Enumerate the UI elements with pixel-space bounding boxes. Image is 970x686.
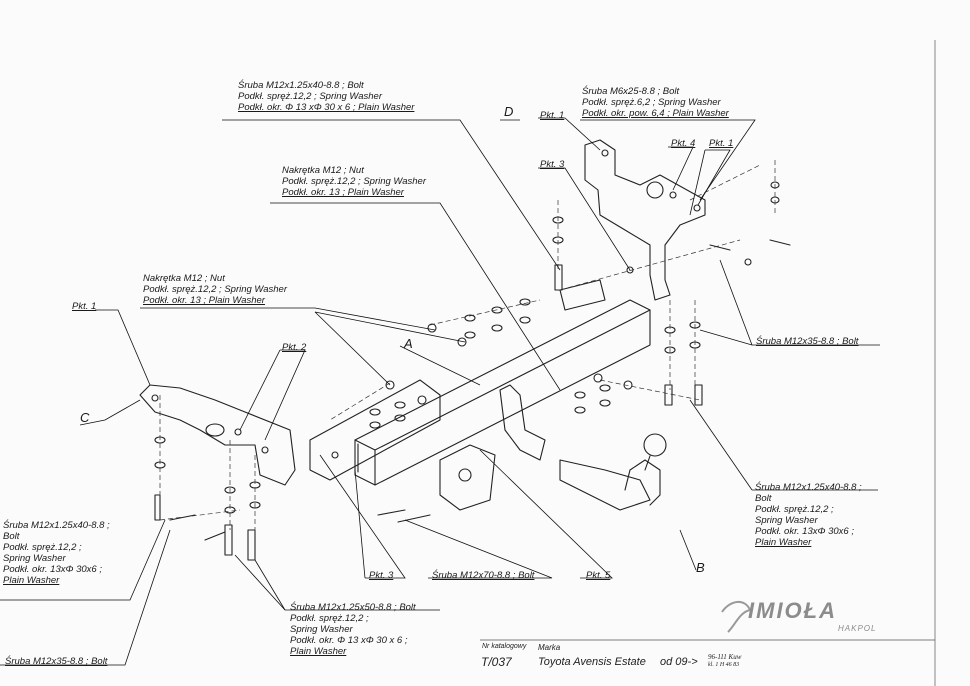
- letter-c: C: [80, 410, 90, 425]
- label-bolt-right-lower: Śruba M12x1.25x40-8.8 ; Bolt Podkł. spręż.12,2 ; Spring Washer Podkł. okr. 13xΦ 30x6 ; Plain Washer: [755, 482, 862, 548]
- label-top-bolt: Śruba M12x1.25x40-8.8 ; Bolt Podkł. spręż.12,2 ; Spring Washer Podkł. okr. Φ 13 xΦ 30 x 6 ; Plain Washer: [238, 80, 415, 113]
- letter-d: D: [504, 104, 514, 119]
- label-pkt3-top: Pkt. 3: [540, 159, 565, 170]
- vehicle-model: Toyota Avensis Estate: [538, 656, 646, 668]
- logo-imiola: IMIOŁA: [748, 598, 837, 623]
- tow-ball: [560, 434, 666, 510]
- rating-2: kl. 1 H 46 83: [708, 662, 740, 668]
- letter-a: A: [404, 336, 413, 351]
- label-bolt-m12x35-left: Śruba M12x35-8.8 ; Bolt: [5, 656, 108, 667]
- label-nut-left: Nakrętka M12 ; Nut Podkł. spręż.12,2 ; Spring Washer Podkł. okr. 13 ; Plain Washer: [143, 273, 287, 306]
- label-bolt-m12x35-right: Śruba M12x35-8.8 ; Bolt: [756, 336, 859, 347]
- label-pkt2: Pkt. 2: [282, 342, 307, 353]
- washers: [155, 182, 779, 513]
- label-pkt1-right: Pkt. 1: [709, 138, 734, 149]
- letter-b: B: [696, 560, 705, 575]
- label-nut-upper: Nakrętka M12 ; Nut Podkł. spręż.12,2 ; Spring Washer Podkł. okr. 13 ; Plain Washer: [282, 165, 426, 198]
- hook-mount-plate: [440, 385, 545, 510]
- logo-hakpol: HAKPOL: [838, 624, 877, 633]
- catalog-number: T/037: [481, 655, 512, 669]
- leader-lines: [0, 118, 880, 665]
- vehicle-year: od 09->: [660, 656, 698, 668]
- catalog-label: Nr katalogowy: [482, 643, 527, 650]
- title-block: [480, 40, 935, 686]
- label-pkt1-left: Pkt. 1: [72, 301, 97, 312]
- label-bolt-m12x70: Śruba M12x70-8.8 ; Bolt: [432, 570, 535, 581]
- label-pkt3-bottom: Pkt. 3: [369, 570, 394, 581]
- label-pkt5: Pkt. 5: [586, 570, 611, 581]
- label-bolt-left-lower: Śruba M12x1.25x40-8.8 ; Bolt Podkł. spręż.12,2 ; Spring Washer Podkł. okr. 13xΦ 30x6 ; Plain Washer: [3, 520, 110, 586]
- rating-1: 96-111 Kuw: [708, 653, 742, 661]
- label-bolt-bottom-center: Śruba M12x1.25x50-8.8 ; Bolt Podkł. spręż.12,2 ; Spring Washer Podkł. okr. Φ 13 xΦ 30 x 6 ; Plain Washer: [290, 602, 416, 657]
- brand-label: Marka: [538, 643, 561, 652]
- left-bracket: [140, 385, 295, 485]
- logo-swoosh-icon: [722, 602, 750, 632]
- center-lines: [160, 160, 775, 535]
- label-top-right-bolt: Śruba M6x25-8.8 ; Bolt Podkł. spręż.6,2 ; Spring Washer Podkł. okr. pow. 6,4 ; Plain Washer: [582, 86, 729, 119]
- label-pkt1-top: Pkt. 1: [540, 110, 565, 121]
- label-pkt4: Pkt. 4: [671, 138, 696, 149]
- right-bracket: [560, 140, 705, 310]
